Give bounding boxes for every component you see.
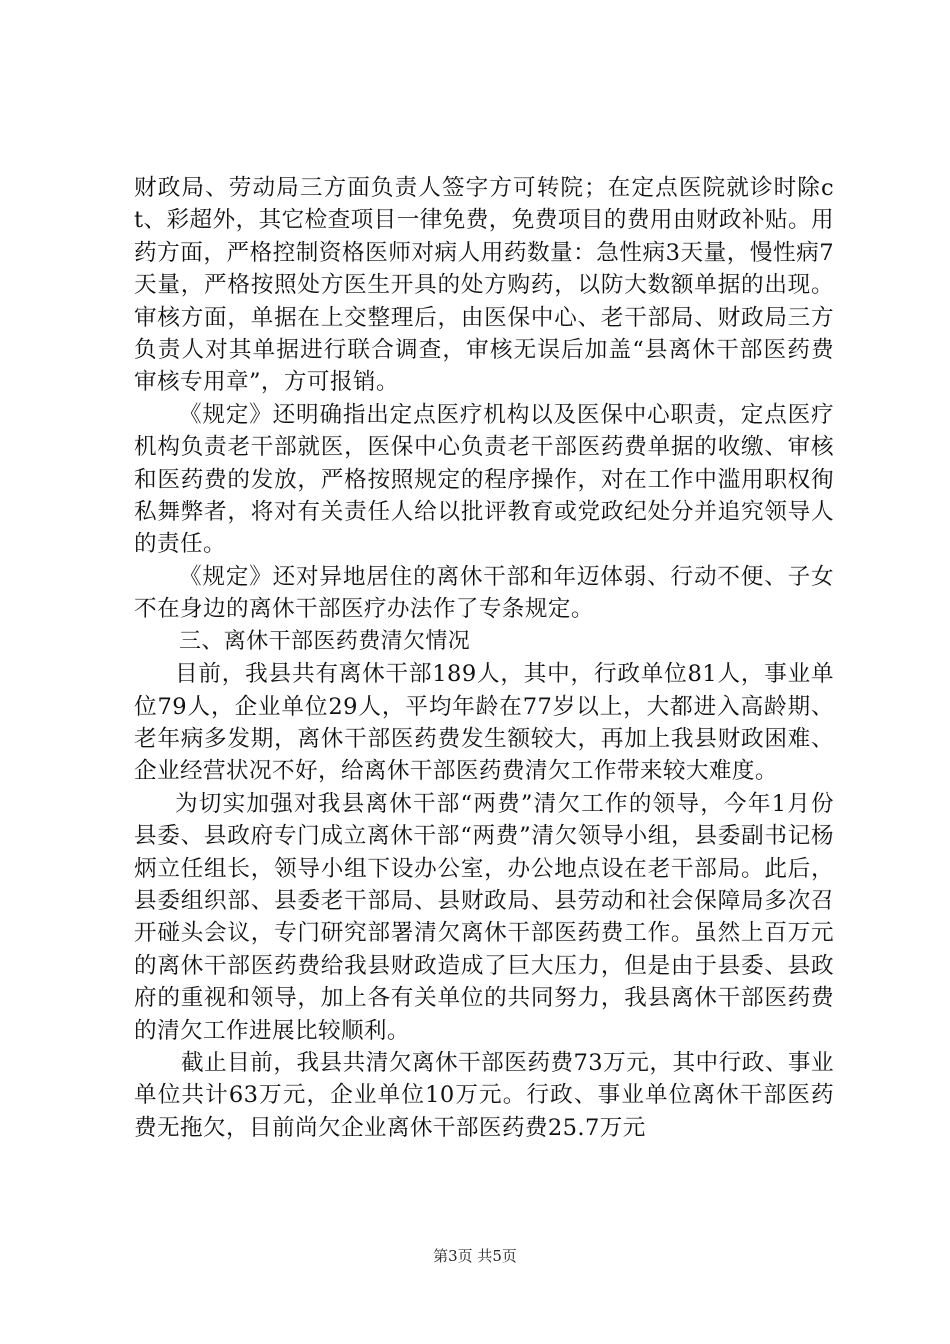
paragraph-arrears-summary: 截止目前，我县共清欠离休干部医药费73万元，其中行政、事业单位共计63万元，企业单位10万元。行政、事业单位离休干部医药费无拖欠，目前尚欠企业离休干部医药费25.7万元	[134, 1049, 834, 1141]
paragraph-current-status: 目前，我县共有离休干部189人，其中，行政单位81人，事业单位79人，企业单位29人，平均年龄在77岁以上，大都进入高龄期、老年病多发期，离休干部医药费发生额较大，再加上我县财政困难、企业经营状况不好，给离休干部医药费清欠工作带来较大难度。	[134, 661, 834, 785]
section-heading: 三、离休干部医药费清欠情况	[179, 628, 471, 654]
paragraph-continuation: 财政局、劳动局三方面负责人签字方可转院；在定点医院就诊时除ct、彩超外，其它检查项目一律免费，免费项目的费用由财政补贴。用药方面，严格控制资格医师对病人用药数量：急性病3天量，慢性病7天量，严格按照处方医生开具的处方购药，以防大数额单据的出现。审核方面，单据在上交整理后，由医保中心、老干部局、财政局三方负责人对其单据进行联合调查，审核无误后加盖“县离休干部医药费审核专用章”，方可报销。	[134, 175, 834, 396]
paragraph-regulation-remote: 《规定》还对异地居住的离休干部和年迈体弱、行动不便、子女不在身边的离休干部医疗办法作了专条规定。	[134, 563, 834, 623]
document-body	[134, 172, 834, 1144]
paragraph-leadership: 为切实加强对我县离休干部“两费”清欠工作的领导，今年1月份县委、县政府专门成立离休干部“两费”清欠领导小组，县委副书记杨炳立任组长，领导小组下设办公室，办公地点设在老干部局。此后，县委组织部、县委老干部局、县财政局、县劳动和社会保障局多次召开碰头会议，专门研究部署清欠离休干部医药费工作。虽然上百万元的离休干部医药费给我县财政造成了巨大压力，但是由于县委、县政府的重视和领导，加上各有关单位的共同努力，我县离休干部医药费的清欠工作进展比较顺利。	[134, 790, 834, 1044]
paragraph-regulation-duties: 《规定》还明确指出定点医疗机构以及医保中心职责，定点医疗机构负责老干部就医，医保中心负责老干部医药费单据的收缴、审核和医药费的发放，严格按照规定的程序操作，对在工作中滥用职权徇私舞弊者，将对有关责任人给以批评教育或党政纪处分并追究领导人的责任。	[134, 401, 834, 558]
page-number-footer: 第3页 共5页	[433, 1247, 517, 1265]
